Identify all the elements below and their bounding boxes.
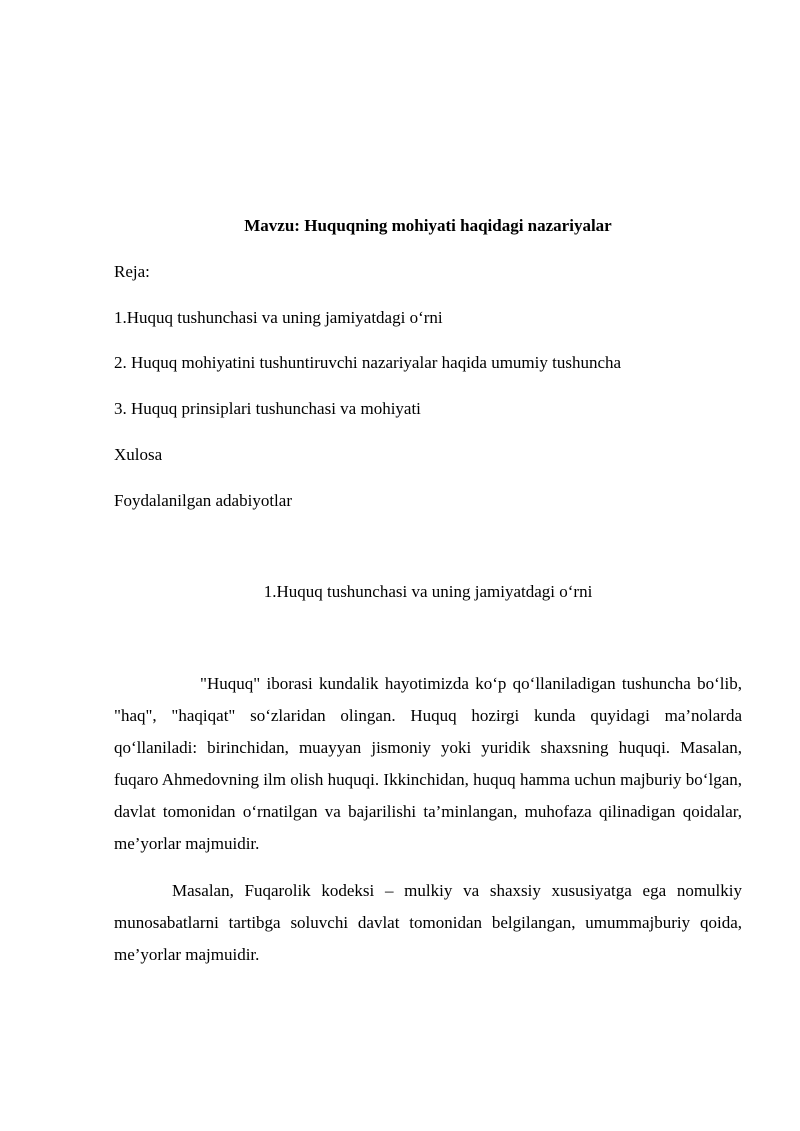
plan-item-1: 1.Huquq tushunchasi va uning jamiyatdagi o‘rni	[114, 308, 443, 327]
document-title: Mavzu: Huquqning mohiyati haqidagi nazariyalar	[244, 216, 612, 235]
body-paragraph-1: "Huquq" iborasi kundalik hayotimizda ko‘p qo‘llaniladigan tushuncha bo‘lib, "haq", "haqiqat" so‘zlaridan olingan. Huquq hozirgi kunda quyidagi ma’nolarda qo‘llaniladi: birinchidan, muayyan jismoniy yoki yuridik shaxsning huquqi. Masalan, fuqaro Ahmedovning ilm olish huquqi. Ikkinchidan, huquq hamma uchun majburiy bo‘lgan, davlat tomonidan o‘rnatilgan va bajarilishi ta’minlangan, muhofaza qilinadigan qoidalar, me’yorlar majmuidir.	[114, 674, 742, 853]
plan-item-bibliography: Foydalanilgan adabiyotlar	[114, 491, 292, 510]
body-paragraph-2: Masalan, Fuqarolik kodeksi – mulkiy va shaxsiy xususiyatga ega nomulkiy munosabatlarni tartibga soluvchi davlat tomonidan belgilangan, umummajburiy qoida, me’yorlar majmuidir.	[114, 881, 742, 964]
plan-item-3: 3. Huquq prinsiplari tushunchasi va mohiyati	[114, 399, 421, 418]
section-heading: 1.Huquq tushunchasi va uning jamiyatdagi o‘rni	[263, 582, 593, 601]
plan-item-conclusion: Xulosa	[114, 445, 163, 464]
plan-item-2: 2. Huquq mohiyatini tushuntiruvchi nazariyalar haqida umumiy tushuncha	[114, 353, 622, 372]
plan-label: Reja:	[114, 262, 150, 281]
